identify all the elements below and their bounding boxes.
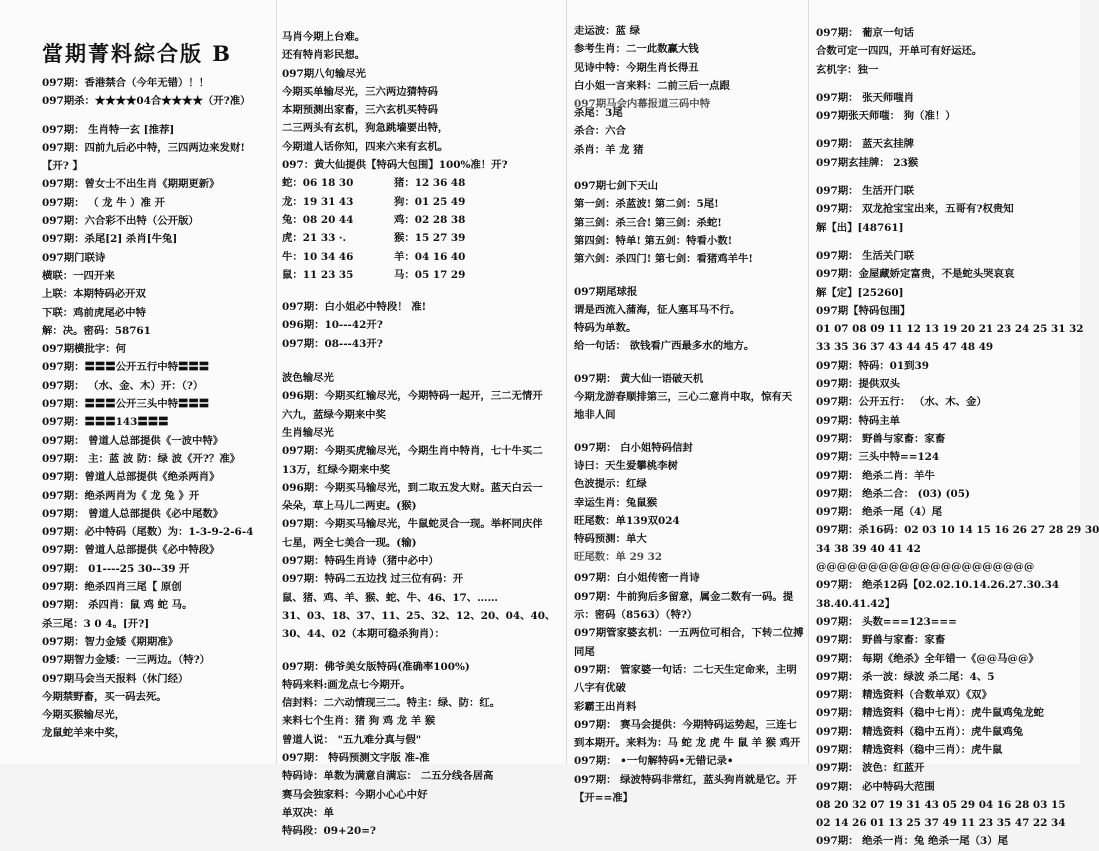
text-line: 今期禁野畜，买一码去死。: [42, 690, 167, 703]
text-line: 合数可定一四四，开单可有好运还。: [816, 45, 983, 58]
text-line: 38.40.41.42】: [816, 597, 896, 610]
text-line: 097期： 绝杀一尾（4）尾: [816, 506, 943, 519]
text-line: 097期：08---43开?: [282, 337, 383, 350]
column-2: [282, 28, 556, 840]
text-line: 六九，蓝绿今期来中奖: [282, 408, 386, 421]
spacer-line: [42, 111, 268, 121]
text-line: 34 38 39 40 41 42: [816, 542, 921, 555]
text-line: 097期： 野兽与家畜：家畜: [816, 634, 946, 647]
text-line: 幸运生肖：兔鼠猴: [574, 496, 658, 509]
text-line: 097期马会当天报料（休门经）: [42, 672, 189, 685]
text-line: 杀尾：3尾: [574, 107, 623, 120]
text-line: 097期：绝杀两肖为《 龙 兔 》开: [42, 489, 200, 502]
zodiac-row: [282, 248, 550, 266]
text-line: 097期： 蓝天玄挂牌: [816, 138, 915, 151]
text-line: 097期管家婆玄机：一五两位可相合，下转二位搏: [574, 627, 804, 640]
text-line: 097期【特码包围】: [816, 304, 911, 317]
text-line: 上联：本期特码必开双: [42, 288, 146, 301]
page-title: 當期菁料綜合版 B: [42, 41, 233, 66]
text-line: 097期：提供双头: [816, 378, 901, 391]
envelope-section: [574, 439, 802, 549]
text-line: 还有特肖彩民想。: [282, 49, 366, 62]
text-line: 色波提示：红绿: [574, 478, 647, 491]
text-line: 097期：特码二五边找 过三位有码：开: [282, 573, 464, 586]
text-line: 七星，两全七美合一现。(输): [282, 536, 417, 549]
column-2-color-section: [282, 369, 556, 643]
spacer-line: [816, 125, 1078, 135]
text-line: 097期： 绝杀一肖：兔 绝杀一尾（3）尾: [816, 835, 1009, 848]
text-line: 特码来料:画龙点七今期开。: [282, 678, 411, 691]
seven-swords-section: [574, 177, 802, 268]
text-line: 097期：〓〓〓143〓〓〓: [42, 416, 169, 429]
text-line: 097期： 精选资料（稳中七肖）：虎牛鼠鸡兔龙蛇: [816, 707, 1044, 720]
text-line: 097期： 头数===123===: [816, 615, 957, 628]
text-line: 097期： 必中特码大范围: [816, 780, 935, 793]
text-line: 本期预测出家畜，三六玄机买特码: [282, 104, 438, 117]
text-line: 097期：今期买马输尽光，牛鼠蛇灵合一现。举杯同庆伴: [282, 518, 543, 531]
text-line: 特码为单数。: [574, 322, 637, 335]
text-line: 096期：今期买马输尽光，到二取五发大财。蓝天白云一: [282, 481, 543, 494]
text-line: 097期：牛前狗后多留意，属金二数有一码。提: [574, 590, 794, 603]
zodiac-cell: 蛇：06 18 30: [282, 177, 354, 190]
text-line: 097期：〓〓〓公开五行中特〓〓〓: [42, 361, 210, 374]
column-1-lines: [42, 74, 268, 743]
text-line: 今期买猴输尽光，: [42, 709, 126, 722]
text-line: 097期：今期买虎输尽光，今期生肖中特肖，七十牛买二: [282, 445, 543, 458]
column-divider: [276, 0, 277, 764]
text-line: 097期七剑下天山: [574, 180, 659, 193]
text-line: 097期： 生活开门联: [816, 185, 915, 198]
text-line: 二三两头有玄机，狗急跳墙要出特，: [282, 122, 449, 135]
text-line: 33 35 36 37 43 44 45 47 48 49: [816, 341, 994, 354]
zodiac-row: [282, 211, 550, 229]
text-line: 097期： 杀一波：绿波 杀二尾：4、5: [816, 670, 995, 683]
text-line: 参考生肖：二一此数赢大钱: [574, 43, 699, 56]
text-line: 097期张天师嗤： 狗（准！）: [816, 110, 956, 123]
text-line: 097期：白小姐传密一肖诗: [574, 572, 700, 585]
text-line: 见诗中特：今期生肖长得丑: [574, 61, 699, 74]
text-line: 097期：〓〓〓公开三头中特〓〓〓: [42, 398, 210, 411]
column-3: [574, 22, 802, 807]
text-line: 097期： 曾道人总部提供《一波中特》: [42, 434, 224, 447]
text-line: 第一剑：杀蓝波! 第二剑：5尾!: [574, 198, 719, 211]
text-line: 信封料：二六动情现三二。特主：绿、防：红。: [282, 697, 501, 710]
text-line: 来料七个生肖：猪 狗 鸡 龙 羊 猴: [282, 715, 436, 728]
text-line: 097期：公开五行： （水、木、金）: [816, 396, 987, 409]
column-4: [816, 24, 1099, 851]
text-line: 到本期开。来料为：马 蛇 龙 虎 牛 鼠 羊 猴 鸡开: [574, 737, 801, 750]
text-line: 赛马会独家料：今期小心心中好: [282, 788, 428, 801]
text-line: 097期：香港禁合（今年无错）！！: [42, 77, 210, 89]
text-line: 解：决。密码：58761: [42, 324, 151, 337]
text-line: 096期：今期买红输尽光，今期特码一起开，三二无情开: [282, 390, 543, 403]
zodiac-cell: 猪：12 36 48: [394, 177, 466, 190]
text-line: 八字有优破: [574, 682, 626, 695]
text-line: 解【定】[25260]: [816, 286, 904, 299]
text-line: 下联：鸡前虎尾必中特: [42, 306, 146, 319]
text-line: 杀三尾：3 0 4。[开?]: [42, 617, 150, 630]
column-divider: [808, 0, 809, 764]
column-2-intro: [282, 28, 550, 174]
text-line: 走运波：蓝 绿: [574, 25, 640, 37]
text-line: 谓是西流入蒲海，征人塞耳马不行。: [574, 303, 741, 316]
text-line: 杀合：六合: [574, 125, 626, 138]
column-divider: [566, 0, 567, 764]
text-line: 波色输尽光: [282, 372, 334, 385]
text-line: 给一句话： 欲钱看广西最多水的地方。: [574, 340, 755, 353]
zodiac-cell: 猴：15 27 39: [394, 232, 466, 245]
text-line: 097期：曾女士不出生肖《期期更新》: [42, 178, 220, 191]
text-line: 杀肖：羊 龙 猪: [574, 143, 644, 156]
text-line: 097期： 每期《绝杀》全年错一《@@马@@》: [816, 652, 1039, 665]
text-line: 第四剑：特单! 第五剑：特看小数!: [574, 234, 733, 247]
column-3-bottom-section: [574, 569, 802, 807]
text-line: 097期：杀尾[2] 杀肖[牛兔]: [42, 233, 178, 246]
text-line: 097期：必中特码（尾数）为：1-3-9-2-6-4: [42, 526, 254, 539]
zodiac-number-grid: [282, 174, 550, 284]
text-line: 31、03、18、37、11、25、32、12、20、04、40、: [282, 609, 556, 622]
text-line: 02 14 26 01 13 25 37 49 11 23 35 47 22 34: [816, 817, 1066, 830]
text-line: 第六剑：杀四门! 第七剑：看猪鸡羊牛!: [574, 253, 753, 266]
text-line: 特码段：09+20=?: [282, 825, 376, 838]
text-line: 097期： 波色：红蓝开: [816, 762, 925, 775]
text-line: 诗曰：天生爱攀桃李树: [574, 459, 678, 472]
text-line: 彩霸王出肖料: [574, 700, 637, 713]
text-line: 曾道人说： "五九难分真与假": [282, 733, 422, 746]
text-line: 生肖输尽光: [282, 426, 334, 439]
text-line: 097期： 葡京一句话: [816, 27, 915, 39]
zodiac-cell: 兔：08 20 44: [282, 213, 354, 226]
text-line: 鼠、猪、鸡、羊、猴、蛇、牛、46、17、……: [282, 591, 498, 604]
column-3-intro: [574, 22, 802, 95]
text-line: 特码预测：单大: [574, 533, 647, 546]
text-line: 097期门联诗: [42, 251, 106, 264]
text-line: 01 07 08 09 11 12 13 19 20 21 23 24 25 31 32: [816, 323, 1084, 336]
text-line: 097期： 赛马会提供：今期特码运势起，三连七: [574, 718, 797, 731]
zodiac-cell: 鼠：11 23 35: [282, 268, 354, 281]
text-line: 097期：金屋藏娇定富贵，不是蛇头哭哀哀: [816, 268, 1015, 281]
text-line: 097期： 野兽与家畜：家畜: [816, 432, 946, 445]
text-line: 特码诗：单数为满意自满忘： 二五分线各居高: [282, 770, 494, 783]
text-line: 旺尾数：单139双024: [574, 514, 680, 527]
text-line: 08 20 32 07 19 31 43 05 29 04 16 28 03 15: [816, 798, 1066, 811]
text-line: 097期： 管家婆一句话：二七天生定命来，主明: [574, 663, 797, 676]
text-line: 朵朵，草上马儿二两吏。(猴): [282, 500, 417, 513]
zodiac-cell: 龙：19 31 43: [282, 195, 354, 208]
text-line: 龙鼠蛇羊来中奖，: [42, 727, 126, 740]
text-line: 097期：绝杀四肖三尾【 原创: [42, 581, 182, 594]
text-line: 13万，红绿今期来中奖: [282, 463, 390, 476]
column-1: [42, 0, 268, 743]
text-line: 097期： 绿波特码非常红，蓝头狗肖就是它。开: [574, 773, 797, 786]
zodiac-row: [282, 266, 550, 284]
text-line: 097期： 精选资料（合数单双）《双》: [816, 689, 992, 702]
text-line: 097期： 双龙抢宝宝出来，五哥有?权贵知: [816, 203, 1014, 216]
zodiac-cell: 牛：10 34 46: [282, 250, 354, 263]
text-line: 解【出】[48761]: [816, 221, 904, 234]
text-line: 097期：杀16码：02 03 10 14 15 16 26 27 28 29 30: [816, 524, 1099, 537]
text-line: 097期玄挂牌： 23猴: [816, 156, 919, 169]
spacer-line: [816, 79, 1078, 89]
text-line: 096期：10---42开?: [282, 319, 383, 332]
text-line: 097期尾球报: [574, 285, 638, 298]
tail-ball-section: [574, 283, 802, 356]
text-line: 今期龙游春顺排第三，三心二意肖中取，惊有天: [574, 391, 793, 404]
zodiac-cell: 羊：04 16 40: [394, 250, 466, 263]
text-line: 今期道人话你知，四来六来有玄机。: [282, 140, 449, 153]
text-line: 097期： （水、金、木）开：（?）: [42, 379, 204, 392]
text-line: 097期：三头中特==124: [816, 451, 940, 464]
text-line: 【开? 】: [42, 160, 83, 173]
text-line: 097期： 主：蓝 波 防：绿 波《开?？准》: [42, 452, 241, 465]
zodiac-cell: 虎：21 33 ·.: [282, 232, 347, 245]
text-line: 097期： 绝杀二肖：羊牛: [816, 469, 935, 482]
text-line: 097期： 张天师嗤肖: [816, 91, 915, 104]
text-line: 097期： 黄大仙一语破天机: [574, 372, 704, 385]
column-3-kill-section: [574, 104, 802, 159]
text-line: 097期：特码：01到39: [816, 359, 929, 372]
text-line: 097期： 精选资料（稳中五肖）：虎牛鼠鸡兔: [816, 725, 1024, 738]
text-line: 097期： 绝杀二合： (03) (05): [816, 487, 970, 500]
zodiac-row: [282, 229, 550, 247]
zodiac-cell: 狗：01 25 49: [394, 195, 466, 208]
text-line: 097期：智力金矮《期期准》: [42, 635, 178, 648]
cut-off-line: 旺尾数：单 29 32: [574, 551, 663, 564]
text-line: 097期：曾道人总部提供《必中特段》: [42, 544, 220, 557]
text-line: 097期： •一句解特码•无错记录•: [574, 755, 734, 768]
text-line: 同尾: [574, 645, 595, 658]
text-line: 097期： 精选资料（稳中三肖）：虎牛鼠: [816, 743, 1003, 756]
text-line: 示：密码（8563）（特?）: [574, 609, 698, 622]
text-line: 097：黄大仙提供【特码大包围】100%准！开?: [282, 159, 508, 172]
spacer-line: [816, 237, 1078, 247]
text-line: 30、44、02（本期可稳杀狗肖）：: [282, 628, 445, 641]
text-line: 【开==准】: [574, 791, 633, 804]
text-line: 097期：四前九后必中特，三四两边来发财!: [42, 141, 245, 154]
text-line: 马肖今期上台难。: [282, 31, 366, 43]
text-line: 单双决：单: [282, 806, 334, 819]
column-2-bottom-section: [282, 658, 550, 841]
text-line: @@@@@@@@@@@@@@@@@@@@@: [816, 561, 1035, 574]
text-line: 097期： 生活关门联: [816, 249, 915, 262]
column-2-segment: [282, 298, 550, 353]
text-line: 097期八句输尽光: [282, 67, 367, 80]
cut-off-line: 097期马会内幕报道三码中特: [574, 98, 710, 111]
zodiac-cell: 鸡：02 28 38: [394, 213, 466, 226]
text-line: 097期： 杀四肖：鼠 鸡 蛇 马。: [42, 599, 193, 612]
text-line: 097期：曾道人总部提供《绝杀两肖》: [42, 471, 220, 484]
text-line: 097期： 生肖特一玄 [推荐]: [42, 123, 175, 136]
text-line: 097期智力金矮：一三两边。（特?）: [42, 654, 211, 667]
spacer-line: [816, 172, 1078, 182]
text-line: 第三剑：杀三合! 第三剑：杀蛇!: [574, 216, 722, 229]
text-line: 白小姐一言来料：二前三后一点跟: [574, 79, 730, 92]
zodiac-cell: 马：05 17 29: [394, 268, 466, 281]
text-line: 097期： 01----25 30--39 开: [42, 562, 190, 575]
text-line: 097期： 绝杀12码【02.02.10.14.26.27.30.34: [816, 579, 1060, 592]
zodiac-row: [282, 193, 550, 211]
text-line: 097期：白小姐必中特段！ 准!: [282, 301, 427, 314]
text-line: 今期买单输尽光，三六两边猜特码: [282, 85, 438, 98]
text-line: 097期：特码生肖诗（猪中必中）: [282, 555, 439, 568]
text-line: 097期：特码主单: [816, 414, 901, 427]
text-line: 横联：一四开来: [42, 269, 115, 282]
zodiac-row: [282, 174, 550, 192]
text-line: 097期：六合彩不出特（公开版）: [42, 215, 199, 228]
text-line: 097期：佛爷美女版特码(准确率100%): [282, 660, 470, 673]
huang-daxian-section: [574, 370, 802, 425]
column-4-lines: [816, 24, 1099, 851]
text-line: 地非人间: [574, 409, 616, 422]
text-line: 097期横批字：何: [42, 343, 127, 356]
text-line: 097期： 白小姐特码信封: [574, 441, 693, 454]
text-line: 097期： 特码预测文字版 准-准: [282, 751, 430, 764]
text-line: 097期： （ 龙 牛 ）准 开: [42, 196, 165, 209]
text-line: 097期： 曾道人总部提供《必中尾数》: [42, 507, 224, 520]
text-line: 097期杀：★★★★04合★★★★（开?准）: [42, 95, 251, 108]
text-line: 玄机字：独一: [816, 63, 879, 76]
